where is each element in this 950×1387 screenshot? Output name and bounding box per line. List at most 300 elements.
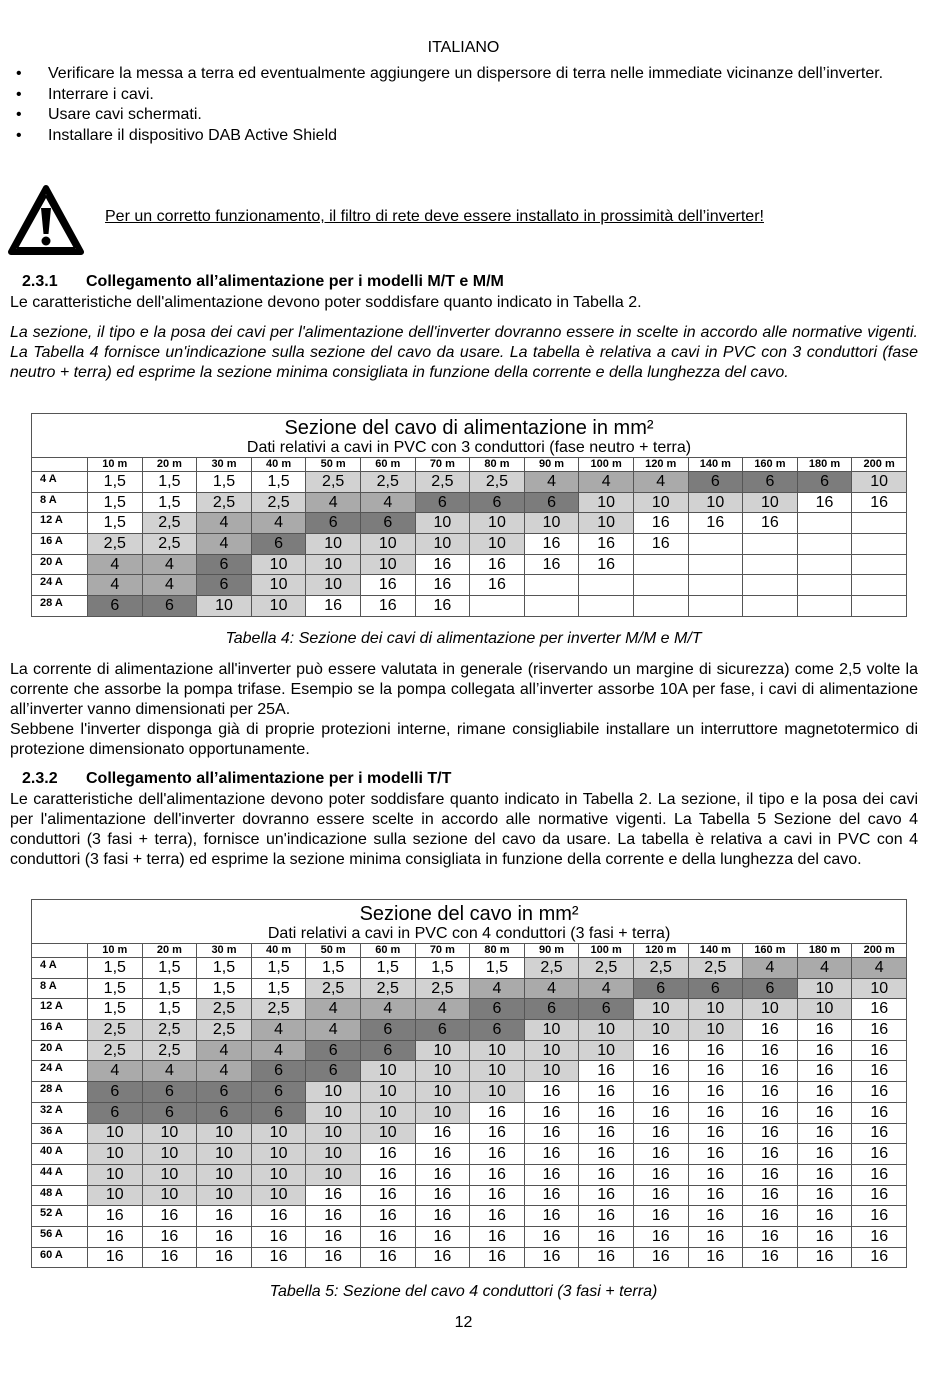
table-cell: 16: [688, 1164, 743, 1185]
table-cell: 10: [470, 1082, 525, 1103]
table-cell: [797, 554, 852, 575]
table-cell: 16: [633, 1164, 688, 1185]
table-cell: 10: [688, 492, 743, 513]
table-cell: 6: [197, 1082, 252, 1103]
table-cell: 16: [470, 1164, 525, 1185]
table-cell: 10: [306, 1144, 361, 1165]
section-heading-231: [22, 273, 504, 291]
bullet-icon: •: [16, 85, 22, 103]
row-header: 12 A: [32, 513, 88, 534]
table-cell: 16: [688, 1226, 743, 1247]
table-cell: 16: [142, 1226, 197, 1247]
table-cell: 10: [579, 513, 634, 534]
table-cell: 16: [470, 1247, 525, 1268]
row-header: 16 A: [32, 534, 88, 555]
table-cell: 2,5: [415, 472, 470, 493]
table-cell: 16: [797, 1061, 852, 1082]
row-header: 28 A: [32, 1082, 88, 1103]
table-cell: 10: [852, 978, 907, 999]
table-cell: 16: [524, 554, 579, 575]
table-cell: 16: [251, 1247, 306, 1268]
column-header: 160 m: [743, 458, 798, 472]
table-cell: 1,5: [142, 492, 197, 513]
column-header: 120 m: [633, 944, 688, 958]
table-cell: 16: [633, 513, 688, 534]
row-header: 20 A: [32, 1040, 88, 1061]
table-cell: 16: [688, 1040, 743, 1061]
table-cell: 16: [743, 1123, 798, 1144]
table-cell: 10: [470, 534, 525, 555]
table-cell: 16: [852, 1185, 907, 1206]
column-header-row: [32, 944, 907, 958]
table-cell: 10: [197, 1164, 252, 1185]
table-cell: 16: [688, 1206, 743, 1227]
column-header: 100 m: [579, 944, 634, 958]
table-cell: 2,5: [142, 534, 197, 555]
table-row: [32, 1040, 907, 1061]
table-cell: 16: [743, 1226, 798, 1247]
column-header: 10 m: [88, 458, 143, 472]
table-cell: 16: [633, 1247, 688, 1268]
table-cell: 10: [415, 1082, 470, 1103]
column-header: 80 m: [470, 458, 525, 472]
table-cell: 16: [197, 1247, 252, 1268]
table-cell: 16: [852, 1164, 907, 1185]
table-cell: 2,5: [197, 1020, 252, 1041]
table-cell: 4: [415, 999, 470, 1020]
table-cell: 16: [524, 1206, 579, 1227]
table-cell: 6: [524, 492, 579, 513]
table-cell: 16: [88, 1247, 143, 1268]
table-row: [32, 575, 907, 596]
corner-cell: [32, 944, 88, 958]
column-header: 70 m: [415, 944, 470, 958]
table-cell: 16: [360, 1206, 415, 1227]
column-header: 90 m: [524, 458, 579, 472]
table-cell: 4: [633, 472, 688, 493]
row-header: 52 A: [32, 1206, 88, 1227]
table-cell: 1,5: [88, 513, 143, 534]
warning-triangle-icon: [8, 184, 84, 256]
table-cell: [633, 596, 688, 617]
table-cell: 4: [88, 575, 143, 596]
table-cell: 10: [197, 1144, 252, 1165]
list-item-text: Verificare la messa a terra ed eventualmente aggiungere un dispersore di terra nelle immediate vicinanze dell’inverter.: [48, 65, 884, 82]
table-cell: [852, 596, 907, 617]
table-cell: 10: [88, 1164, 143, 1185]
table-cell: 16: [470, 1102, 525, 1123]
column-header: 200 m: [852, 458, 907, 472]
table-cell: 4: [797, 958, 852, 979]
table-cell: 2,5: [88, 1040, 143, 1061]
table-cell: 16: [524, 1226, 579, 1247]
table-cell: 10: [470, 1061, 525, 1082]
row-header: 8 A: [32, 492, 88, 513]
table-cell: 10: [360, 1102, 415, 1123]
table-cell: 2,5: [197, 999, 252, 1020]
table-cell: 16: [797, 1185, 852, 1206]
table-cell: 16: [470, 1144, 525, 1165]
table-cell: 1,5: [360, 958, 415, 979]
table-cell: 6: [579, 999, 634, 1020]
table-row: [32, 1144, 907, 1165]
table-cell: 16: [415, 1185, 470, 1206]
table-cell: 4: [579, 472, 634, 493]
table-cell: 2,5: [251, 492, 306, 513]
row-header: 32 A: [32, 1102, 88, 1123]
table-cell: 4: [197, 1061, 252, 1082]
table-cell: 1,5: [470, 958, 525, 979]
table-cell: 10: [579, 1040, 634, 1061]
table-cell: 16: [579, 1185, 634, 1206]
table-cell: 4: [306, 1020, 361, 1041]
page-number: 12: [454, 1314, 473, 1331]
table-cell: 16: [743, 513, 798, 534]
table-caption: Tabella 5: Sezione del cavo 4 conduttori (3 fasi + terra): [269, 1283, 658, 1300]
table-cell: 16: [470, 554, 525, 575]
table-cell: [688, 596, 743, 617]
row-header: 40 A: [32, 1144, 88, 1165]
row-header: 8 A: [32, 978, 88, 999]
column-header: 180 m: [797, 458, 852, 472]
section-number: 2.3.1: [22, 273, 58, 290]
table-cell: 1,5: [197, 472, 252, 493]
column-header: 20 m: [142, 458, 197, 472]
table-row: [32, 1123, 907, 1144]
table-cell: 1,5: [251, 472, 306, 493]
table-cell: 16: [743, 1206, 798, 1227]
table-cell: 16: [743, 1020, 798, 1041]
table-cell: 10: [579, 1020, 634, 1041]
table-cell: 16: [633, 1226, 688, 1247]
column-header: 160 m: [743, 944, 798, 958]
table-cell: 6: [142, 596, 197, 617]
table-cell: 4: [251, 1040, 306, 1061]
table-cell: [743, 554, 798, 575]
table-cell: 6: [306, 513, 361, 534]
table-cell: 16: [470, 1206, 525, 1227]
table-cell: 16: [360, 1144, 415, 1165]
column-header: 60 m: [360, 944, 415, 958]
row-header: 12 A: [32, 999, 88, 1020]
table-cell: 16: [688, 1082, 743, 1103]
table-cell: 16: [633, 1102, 688, 1123]
table-cell: [797, 513, 852, 534]
table-cell: 16: [524, 1185, 579, 1206]
table-cell: 16: [797, 1164, 852, 1185]
table-cell: 16: [415, 1144, 470, 1165]
table-cell: [852, 513, 907, 534]
table-cell: 16: [797, 1206, 852, 1227]
table-cell: 16: [360, 575, 415, 596]
bullet-list: [10, 64, 920, 146]
list-item: [10, 64, 920, 85]
table-cell: 2,5: [360, 978, 415, 999]
section-heading-232: [22, 770, 451, 788]
table-cell: 6: [88, 1102, 143, 1123]
table-cell: 2,5: [360, 472, 415, 493]
row-header: 60 A: [32, 1247, 88, 1268]
paragraph: Le caratteristiche dell'alimentazione devono poter soddisfare quanto indicato in Tabella 2.: [10, 294, 642, 311]
table-cell: 10: [142, 1123, 197, 1144]
table-cell: 16: [852, 1226, 907, 1247]
table-cell: 4: [360, 492, 415, 513]
table-cell: 1,5: [415, 958, 470, 979]
table-cell: 16: [688, 513, 743, 534]
table-cell: 16: [852, 1206, 907, 1227]
row-header: 16 A: [32, 1020, 88, 1041]
table-cell: 16: [852, 492, 907, 513]
table-cell: 6: [360, 513, 415, 534]
table-cell: 6: [306, 1040, 361, 1061]
table-cell: 16: [852, 999, 907, 1020]
table-row: [32, 596, 907, 617]
table-cell: 1,5: [88, 492, 143, 513]
table-cell: 16: [415, 1123, 470, 1144]
row-header: 56 A: [32, 1226, 88, 1247]
table-cell: 4: [197, 513, 252, 534]
table-cell: 6: [470, 999, 525, 1020]
table-cell: 6: [251, 1061, 306, 1082]
table-cell: 16: [852, 1144, 907, 1165]
table-cell: 2,5: [415, 978, 470, 999]
section-number: 2.3.2: [22, 770, 58, 787]
row-header: 24 A: [32, 575, 88, 596]
table-cell: 16: [88, 1206, 143, 1227]
list-item-text: Interrare i cavi.: [48, 85, 154, 103]
column-header: 80 m: [470, 944, 525, 958]
column-header: 40 m: [251, 458, 306, 472]
paragraph: La corrente di alimentazione all'inverter può essere valutata in generale (riservando un margine di sicurezza) come 2,5 volte la corrente che assorbe la pompa trifase. Esempio se la pompa collegata all’inverter assorbe 10A per fase, i cavi di alimentazione all’inverter vanno dimensionati per 25A.: [10, 661, 918, 718]
table-cell: 10: [415, 1040, 470, 1061]
table-cell: 16: [797, 1144, 852, 1165]
bullet-icon: •: [16, 65, 22, 82]
table-cell: 10: [306, 1123, 361, 1144]
table-cell: 16: [743, 1185, 798, 1206]
table-cell: 16: [797, 1226, 852, 1247]
table-row: [32, 492, 907, 513]
table-cell: 4: [197, 1040, 252, 1061]
table-cell: 1,5: [88, 999, 143, 1020]
table-cell: 6: [688, 978, 743, 999]
list-item-text: Usare cavi schermati.: [48, 106, 202, 123]
page-header: ITALIANO: [427, 39, 500, 56]
table-cell: 1,5: [88, 958, 143, 979]
table-cell: 10: [142, 1144, 197, 1165]
table-cell: 10: [360, 534, 415, 555]
table-cell: 10: [797, 999, 852, 1020]
table-cell: 6: [88, 596, 143, 617]
table-cell: 16: [415, 1206, 470, 1227]
table-cell: 16: [197, 1206, 252, 1227]
table-cell: 16: [633, 1061, 688, 1082]
table-cell: [743, 596, 798, 617]
column-header: 50 m: [306, 458, 361, 472]
table-cell: 1,5: [251, 978, 306, 999]
table-cell: 6: [197, 554, 252, 575]
table-cell: 16: [797, 1040, 852, 1061]
table-cell: 10: [197, 1123, 252, 1144]
table-cell: 10: [251, 554, 306, 575]
table-cell: 16: [852, 1061, 907, 1082]
table-cell: 6: [197, 575, 252, 596]
table-cell: 16: [797, 1123, 852, 1144]
table-cell: [743, 534, 798, 555]
table-cell: 10: [633, 999, 688, 1020]
table-cell: 10: [743, 492, 798, 513]
table-cell: 4: [524, 472, 579, 493]
table-cell: 10: [306, 1102, 361, 1123]
table-cell: 16: [633, 1185, 688, 1206]
column-header: 140 m: [688, 458, 743, 472]
table-cell: 16: [852, 1102, 907, 1123]
section-title: Collegamento all’alimentazione per i modelli M/T e M/M: [86, 273, 504, 290]
row-header: 36 A: [32, 1123, 88, 1144]
table-cell: 16: [797, 492, 852, 513]
table-cell: 16: [579, 1226, 634, 1247]
table-cell: 10: [306, 1082, 361, 1103]
table-cell: 6: [251, 534, 306, 555]
table-cell: 4: [306, 999, 361, 1020]
table-cell: 16: [579, 1247, 634, 1268]
table-cell: 1,5: [88, 472, 143, 493]
table-cell: 16: [579, 534, 634, 555]
table-cell: 6: [251, 1082, 306, 1103]
table-row: [32, 472, 907, 493]
table-cell: 16: [688, 1144, 743, 1165]
table-cell: 16: [633, 1206, 688, 1227]
table-cell: 4: [470, 978, 525, 999]
table-cell: 16: [306, 1185, 361, 1206]
table-cell: 16: [743, 1164, 798, 1185]
table-cell: 16: [415, 596, 470, 617]
table-row: [32, 1206, 907, 1227]
table-cell: 6: [415, 1020, 470, 1041]
table-row: [32, 1164, 907, 1185]
table-cell: 2,5: [470, 472, 525, 493]
list-item: [10, 105, 920, 126]
table-cell: 4: [743, 958, 798, 979]
table-cell: 6: [688, 472, 743, 493]
table-cell: 6: [360, 1020, 415, 1041]
table-cell: 16: [306, 1247, 361, 1268]
row-header: 20 A: [32, 554, 88, 575]
column-header-row: [32, 458, 907, 472]
table-cell: 4: [142, 554, 197, 575]
table-cell: 16: [852, 1040, 907, 1061]
table-cell: 16: [470, 1185, 525, 1206]
table-row: [32, 978, 907, 999]
table-cell: [688, 554, 743, 575]
table-cell: 16: [579, 1206, 634, 1227]
table-cell: 2,5: [524, 958, 579, 979]
table-cell: 16: [579, 1082, 634, 1103]
table-cell: 16: [852, 1082, 907, 1103]
table-cell: 10: [852, 472, 907, 493]
table-cell: 16: [579, 1164, 634, 1185]
table-cell: [524, 596, 579, 617]
table-cell: [797, 575, 852, 596]
table-cell: 10: [633, 1020, 688, 1041]
table-cell: 6: [797, 472, 852, 493]
table-cell: 16: [688, 1247, 743, 1268]
list-item-text: Installare il dispositivo DAB Active Shield: [48, 126, 338, 144]
column-header: 20 m: [142, 944, 197, 958]
table-cell: 16: [470, 1226, 525, 1247]
table-row: [32, 999, 907, 1020]
row-header: 24 A: [32, 1061, 88, 1082]
table-cell: 6: [360, 1040, 415, 1061]
table-cell: [743, 575, 798, 596]
column-header: 30 m: [197, 458, 252, 472]
table-cell: 16: [743, 1082, 798, 1103]
table-title: Sezione del cavo di alimentazione in mm²: [32, 414, 907, 440]
column-header: 10 m: [88, 944, 143, 958]
column-header: 60 m: [360, 458, 415, 472]
table-cell: 16: [415, 575, 470, 596]
table-cell: 10: [251, 1164, 306, 1185]
table-row: [32, 1185, 907, 1206]
table-cell: 10: [306, 1164, 361, 1185]
table-cell: 4: [251, 1020, 306, 1041]
table-row: [32, 958, 907, 979]
table-cell: 1,5: [251, 958, 306, 979]
table-cell: 16: [524, 1082, 579, 1103]
table-cell: 10: [415, 1102, 470, 1123]
table-cell: 16: [415, 1226, 470, 1247]
table-cell: [852, 575, 907, 596]
table-cell: [633, 554, 688, 575]
table-cell: 6: [306, 1061, 361, 1082]
bullet-icon: •: [16, 126, 22, 144]
table-cell: 2,5: [306, 472, 361, 493]
table-cell: 1,5: [142, 958, 197, 979]
table-subtitle: Dati relativi a cavi in PVC con 4 conduttori (3 fasi + terra): [32, 925, 907, 944]
table-cell: 16: [524, 1164, 579, 1185]
table-cell: [797, 596, 852, 617]
table-cell: 10: [306, 534, 361, 555]
column-header: 120 m: [633, 458, 688, 472]
table-cell: 10: [306, 554, 361, 575]
table-cell: 16: [251, 1206, 306, 1227]
table-row: [32, 1102, 907, 1123]
table-cell: 16: [633, 1123, 688, 1144]
table-cell: 10: [251, 1144, 306, 1165]
table-cell: 6: [142, 1082, 197, 1103]
table-cell: 4: [142, 1061, 197, 1082]
table-cell: 4: [306, 492, 361, 513]
table-cell: 10: [360, 1082, 415, 1103]
table-cell: 1,5: [197, 978, 252, 999]
table-row: [32, 513, 907, 534]
table-cell: 16: [579, 1144, 634, 1165]
column-header: 200 m: [852, 944, 907, 958]
list-item: [10, 126, 920, 147]
table-cell: 16: [470, 1123, 525, 1144]
table-cell: 16: [688, 1102, 743, 1123]
table-cell: 10: [797, 978, 852, 999]
table-cell: 10: [524, 1020, 579, 1041]
table-cell: 6: [743, 472, 798, 493]
table-cell: 10: [415, 513, 470, 534]
table-cell: 10: [88, 1144, 143, 1165]
row-header: 28 A: [32, 596, 88, 617]
table-cell: 6: [197, 1102, 252, 1123]
table-cell: 10: [142, 1164, 197, 1185]
table-cell: 10: [251, 596, 306, 617]
table-cell: 10: [524, 1061, 579, 1082]
table-cell: 6: [470, 1020, 525, 1041]
